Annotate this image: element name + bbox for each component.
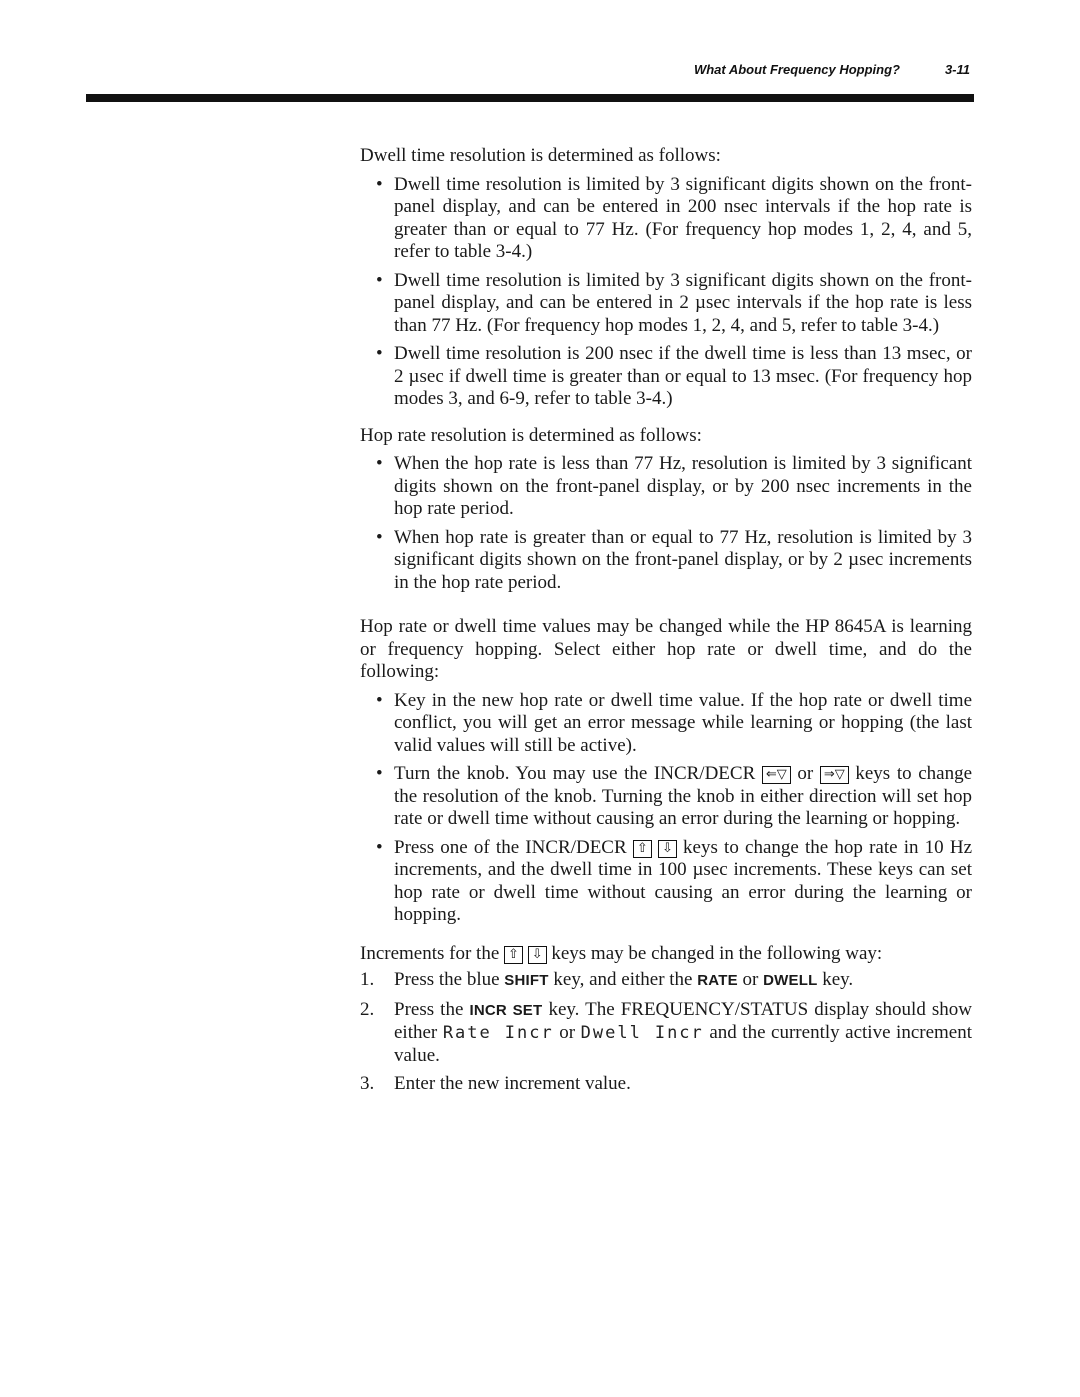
text-run: Turn the knob. You may use the INCR/DECR (394, 763, 756, 784)
lcd-dwell-incr: Dwell Incr (580, 1023, 704, 1043)
text-run: or (559, 1022, 576, 1043)
text-run: keys to change the hop rate in 10 Hz increments, and the dwell time in 100 µsec increments. These keys can set hop rate or dwell time without causing an error during the learning or hopping. (394, 836, 973, 925)
hop-bullet-list (360, 453, 972, 594)
text-run: key. The FREQUENCY/STATUS display should show either (394, 998, 972, 1043)
hop-bullet-text: When hop rate is greater than or equal to 77 Hz, resolution is limited by 3 significant digits shown on the front-panel display, or by 2 µsec increments in the hop rate period. (394, 526, 972, 593)
hop-intro: Hop rate resolution is determined as follows: (360, 424, 702, 446)
dwell-bullet-text: Dwell time resolution is limited by 3 significant digits shown on the front-panel display, and can be entered in 2 µsec intervals if the hop rate is less than 77 Hz. (For frequency hop modes 1, 2, 4, and 5, refer to table 3-4.) (394, 269, 972, 336)
step-item (360, 1073, 972, 1096)
shift-key-label: SHIFT (504, 972, 549, 989)
text-run: key, and either the (553, 969, 693, 990)
dwell-bullet-list (360, 174, 972, 411)
step-item (360, 969, 972, 993)
rate-key-label: RATE (697, 972, 738, 989)
step-text: Enter the new increment value. (394, 1073, 631, 1094)
page-number: 3-11 (944, 62, 970, 77)
incr-up-arrow-key: ⇧ (504, 946, 523, 964)
dwell-bullet (360, 270, 972, 338)
step-item (360, 999, 972, 1068)
dwell-intro: Dwell time resolution is determined as follows: (360, 145, 721, 166)
incr-decr-right-key: ⇒▽ (820, 766, 849, 784)
incr-up-arrow-key: ⇧ (633, 840, 652, 858)
dwell-bullet-text: Dwell time resolution is limited by 3 significant digits shown on the front-panel display, and can be entered in 200 nsec intervals if the hop rate is greater than or equal to 77 Hz. (For frequency hop modes 1, 2, 4, and 5, refer to table 3-4.) (394, 173, 972, 262)
text-run: keys to change the resolution of the knob. Turning the knob in either direction will set hop rate or dwell time without causing an error during the learning or hopping. (394, 763, 973, 829)
lcd-rate-incr: Rate Incr (442, 1023, 554, 1043)
bullet-dot: • (376, 173, 383, 195)
increments-steps (360, 969, 972, 1096)
incr-set-key-label: INCR SET (469, 1001, 543, 1019)
bullet-dot: • (376, 763, 383, 784)
text-run: or (797, 763, 814, 784)
page-header (500, 62, 970, 82)
step-number: 2. (360, 998, 375, 1020)
bullet-dot: • (376, 526, 383, 548)
hop-bullet-text: When the hop rate is less than 77 Hz, resolution is limited by 3 significant digits shown on the front-panel display, or by 200 nsec increments in the hop rate period. (394, 453, 972, 519)
text-run: Increments for the (360, 942, 500, 964)
text-run: Press the blue (394, 969, 500, 990)
bullet-dot: • (376, 836, 383, 858)
bullet-dot: • (376, 689, 383, 711)
bullet-dot: • (376, 343, 383, 364)
change-intro: Hop rate or dwell time values may be changed while the HP 8645A is learning or frequency hopping. Select either hop rate or dwell time, and do the following: (360, 616, 972, 682)
hop-bullet (360, 453, 972, 521)
decr-down-arrow-key: ⇩ (528, 946, 547, 964)
text-run: and the currently active increment value. (394, 1022, 973, 1066)
text-run: keys may be changed in the following way: (551, 942, 883, 964)
incr-decr-left-key: ⇐▽ (762, 766, 791, 784)
dwell-bullet (360, 343, 972, 411)
change-bullet (360, 837, 972, 927)
text-run: Press one of the INCR/DECR (394, 836, 627, 858)
change-bullet (360, 763, 972, 831)
page-body (360, 145, 972, 1102)
change-bullet-text: Key in the new hop rate or dwell time value. If the hop rate or dwell time conflict, you will get an error message while learning or hopping (the last valid values will still be active). (394, 689, 972, 756)
step-number: 1. (360, 969, 375, 990)
bullet-dot: • (376, 269, 383, 291)
change-bullet-list (360, 690, 972, 927)
change-bullet (360, 690, 972, 758)
running-title: What About Frequency Hopping? (693, 62, 900, 77)
increments-intro (360, 943, 972, 966)
step-number: 3. (360, 1073, 375, 1094)
dwell-bullet (360, 174, 972, 264)
text-run: Press the (394, 998, 464, 1020)
dwell-key-label: DWELL (763, 972, 818, 989)
decr-down-arrow-key: ⇩ (658, 840, 677, 858)
hop-bullet (360, 527, 972, 595)
text-run: key. (822, 969, 854, 990)
header-rule (86, 94, 974, 102)
bullet-dot: • (376, 453, 383, 474)
text-run: or (742, 969, 759, 990)
dwell-bullet-text: Dwell time resolution is 200 nsec if the dwell time is less than 13 msec, or 2 µsec if dwell time is greater than or equal to 13 msec. (For frequency hop modes 3, and 6-9, refer to table 3-4.) (394, 343, 972, 409)
